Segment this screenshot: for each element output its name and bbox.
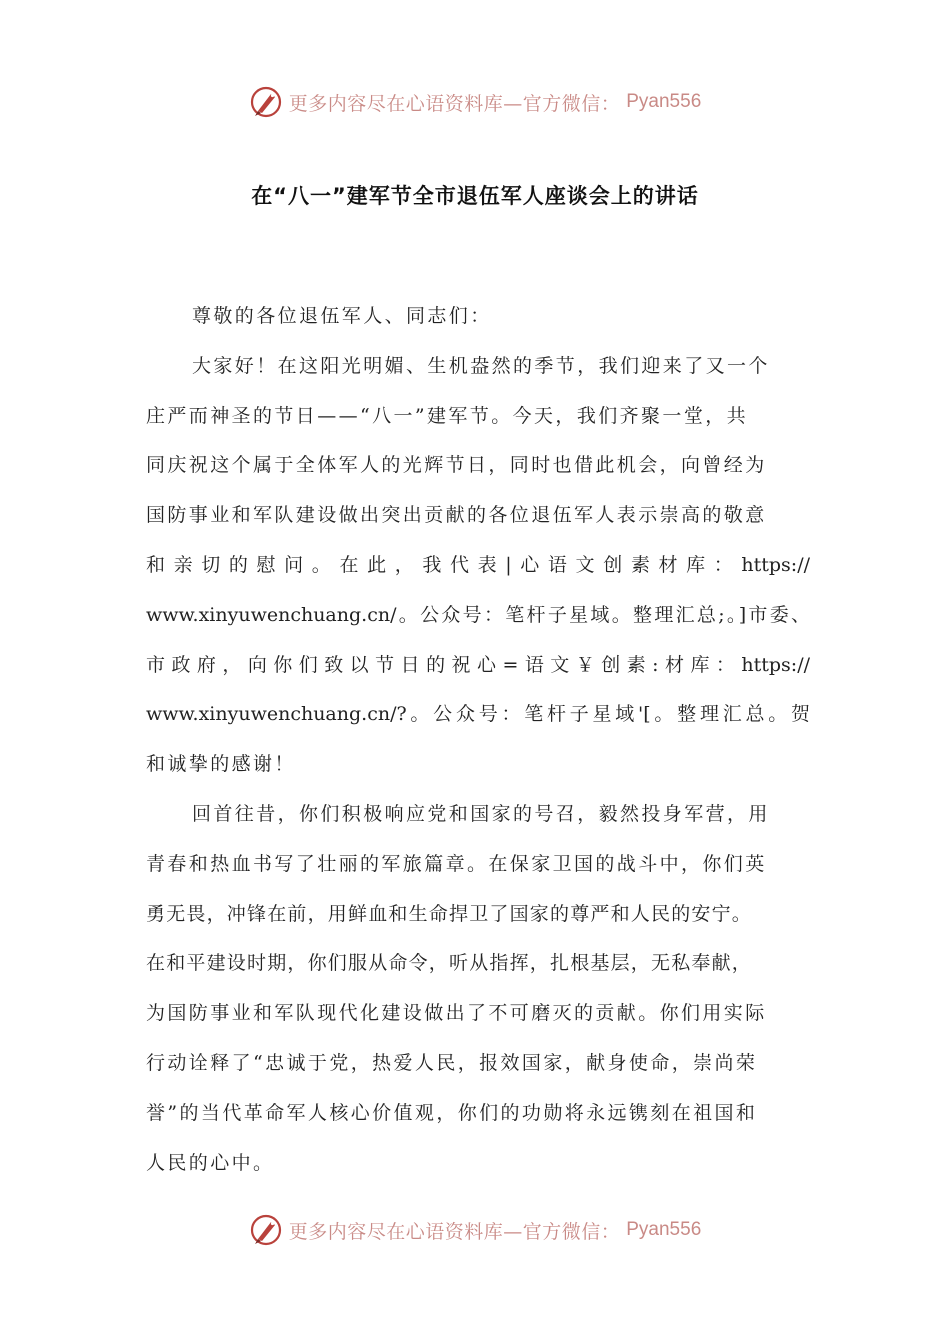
paragraph-line: 勇无畏，冲锋在前，用鲜血和生命捍卫了国家的尊严和人民的安宁。: [146, 902, 753, 925]
watermark-banner-bottom: [0, 1210, 950, 1250]
paragraph-line: 行动诠释了“忠诚于党，热爱人民，报效国家，献身使命，崇尚荣: [146, 1051, 758, 1074]
paragraph-line: 誉”的当代革命军人核心价值观，你们的功勋将永远镌刻在祖国和: [146, 1101, 758, 1124]
watermark-text: 更多内容尽在心语资料库—官方微信：: [288, 1220, 621, 1243]
paragraph-line: 大家好！在这阳光明媚、生机盎然的季节，我们迎来了又一个: [192, 354, 770, 377]
paragraph-line: 回首往昔，你们积极响应党和国家的号召，毅然投身军营，用: [192, 802, 770, 825]
page-title: 在“八一”建军节全市退伍军人座谈会上的讲话: [251, 184, 699, 208]
watermark-banner-top: [0, 82, 950, 122]
paragraph-line: 和亲切的慰问。在此，我代表|心语文创素材库：https://: [146, 553, 810, 576]
greeting-line: 尊敬的各位退伍军人、同志们：: [192, 305, 492, 327]
watermark-wechat-id: Pyan556: [626, 91, 702, 112]
paragraph-line: 在和平建设时期，你们服从命令，听从指挥，扎根基层，无私奉献，: [146, 952, 753, 975]
watermark-text: 更多内容尽在心语资料库—官方微信：: [288, 92, 621, 115]
paragraph-line: www.xinyuwenchuang.cn/。公众号：笔杆子星域。整理汇总;。]市委、: [146, 603, 810, 626]
paragraph-line: 为国防事业和军队现代化建设做出了不可磨灭的贡献。你们用实际: [146, 1002, 767, 1025]
fountain-pen-logo-icon: [249, 1213, 283, 1247]
paragraph-line: 国防事业和军队建设做出突出贡献的各位退伍军人表示崇高的敬意: [146, 504, 767, 527]
fountain-pen-logo-icon: [249, 85, 283, 119]
paragraph-line: www.xinyuwenchuang.cn/?。公众号：笔杆子星域'[。整理汇总。贺: [146, 703, 810, 726]
paragraph-line: 市政府，向你们致以节日的祝心=语文￥创素:材库：https://: [146, 653, 810, 676]
paragraph-line: 和诚挚的感谢！: [146, 753, 296, 776]
paragraph-line: 同庆祝这个属于全体军人的光辉节日，同时也借此机会，向曾经为: [146, 454, 767, 477]
speech-body: [146, 292, 810, 1188]
paragraph-line: 人民的心中。: [146, 1151, 275, 1174]
watermark-wechat-id: Pyan556: [626, 1219, 702, 1240]
paragraph-line: 庄严而神圣的节日——“八一”建军节。今天，我们齐聚一堂，共: [146, 404, 749, 427]
paragraph-line: 青春和热血书写了壮丽的军旅篇章。在保家卫国的战斗中，你们英: [146, 852, 767, 875]
